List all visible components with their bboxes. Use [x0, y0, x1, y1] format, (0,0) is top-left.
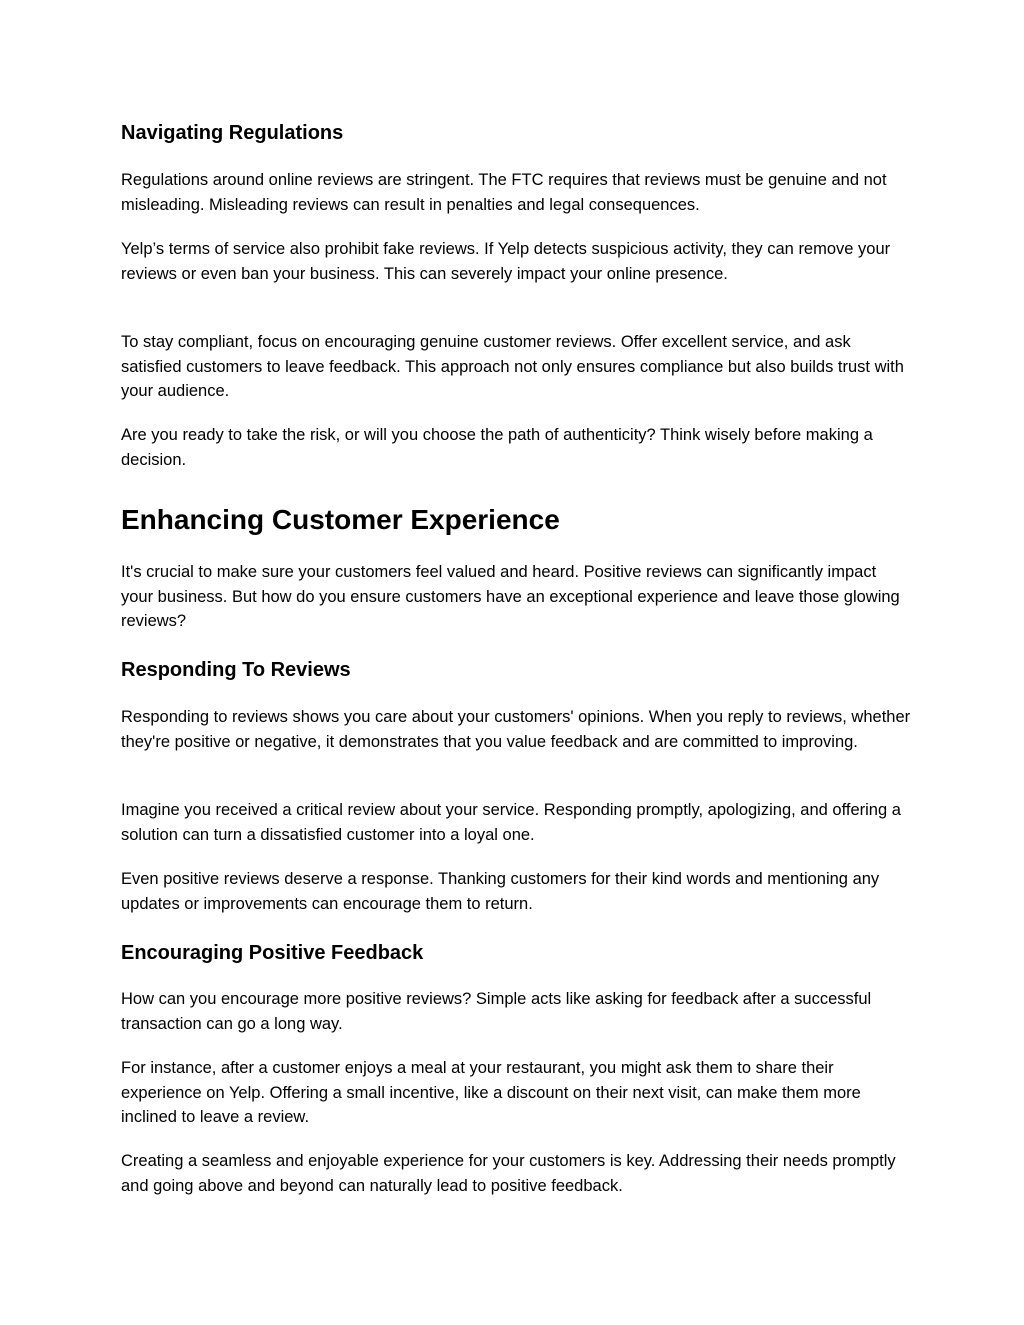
paragraph: It's crucial to make sure your customers feel valued and heard. Positive reviews can significantly impact your business. But how do you ensure customers have an exceptional experience and leave those glowing reviews? [121, 563, 900, 630]
heading-encouraging-positive-feedback: Encouraging Positive Feedback [121, 942, 424, 964]
heading-navigating-regulations: Navigating Regulations [121, 122, 344, 144]
paragraph: Yelp’s terms of service also prohibit fake reviews. If Yelp detects suspicious activity, they can remove your reviews or even ban your business. This can severely impact your online presence. [121, 240, 891, 283]
paragraph: Regulations around online reviews are stringent. The FTC requires that reviews must be genuine and not misleading. Misleading reviews can result in penalties and legal consequences. [121, 171, 887, 214]
paragraph: Are you ready to take the risk, or will you choose the path of authenticity? Think wisely before making a decision. [121, 426, 873, 469]
heading-responding-to-reviews: Responding To Reviews [121, 659, 351, 681]
paragraph: To stay compliant, focus on encouraging genuine customer reviews. Offer excellent service, and ask satisfied customers to leave feedback. This approach not only ensures compliance but also builds trust with your audience. [121, 333, 904, 400]
paragraph: For instance, after a customer enjoys a meal at your restaurant, you might ask them to share their experience on Yelp. Offering a small incentive, like a discount on their next visit, can make them more inclined to leave a review. [121, 1059, 861, 1126]
paragraph: How can you encourage more positive reviews? Simple acts like asking for feedback after a successful transaction can go a long way. [121, 990, 872, 1033]
paragraph: Responding to reviews shows you care about your customers' opinions. When you reply to reviews, whether they're positive or negative, it demonstrates that you value feedback and are committed to improving. [121, 708, 911, 751]
paragraph: Even positive reviews deserve a response. Thanking customers for their kind words and mentioning any updates or improvements can encourage them to return. [121, 870, 880, 913]
paragraph: Imagine you received a critical review about your service. Responding promptly, apologizing, and offering a solution can turn a dissatisfied customer into a loyal one. [121, 801, 901, 844]
paragraph: Creating a seamless and enjoyable experience for your customers is key. Addressing their needs promptly and going above and beyond can naturally lead to positive feedback. [121, 1152, 896, 1195]
heading-enhancing-customer-experience: Enhancing Customer Experience [121, 504, 560, 535]
